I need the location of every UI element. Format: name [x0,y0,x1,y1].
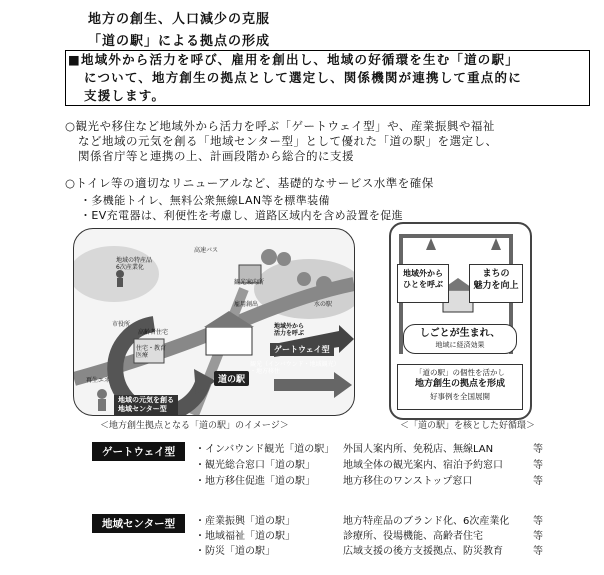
page-title: 地方の創生、人口減少の克服 [88,12,271,27]
gateway-row-2-name: ・観光総合窓口「道の駅」 [195,460,315,471]
node-town-appeal: まちの 魅力を向上 [469,264,523,303]
left-caption: ＜地方創生拠点となる「道の駅」のイメージ＞ [100,421,289,431]
label-water-station: 水の駅 [314,301,333,308]
node-jobs-sub: 地域に経済効果 [435,341,485,349]
label-eki: 道の駅 [214,371,249,386]
page-subtitle: 「道の駅」による拠点の形成 [88,34,271,49]
gateway-row-3-desc: 地方移住のワンストップ窓口 [343,476,473,487]
outcome-line-3: 好事例を全国展開 [430,392,490,401]
label-city-center: 市役所 [112,321,131,328]
outcome-line-2: 地方創生の拠点を形成 [414,379,505,389]
center-row-3-name: ・防災「道の駅」 [195,546,275,557]
summary-line-1: ■地域外から活力を呼び、雇用を創出し、地域の好循環を生む「道の駅」 [68,52,519,67]
gateway-row-1-desc: 外国人案内所、免税店、無線LAN [343,444,494,455]
paragraph-1-line-1: ○観光や移住など地域外から活力を呼ぶ「ゲートウェイ型」や、産業振興や福祉 [65,119,495,133]
label-products: 地域の特産品 6次産業化 [116,257,153,271]
paragraph-1-line-2: など地域の元気を創る「地域センター型」として優れた「道の駅」を選定し、 [78,134,498,148]
summary-line-2: について、地方創生の拠点として選定し、関係機関が連携して重点的に [84,70,522,85]
label-gateway: ゲートウェイ型 [270,343,334,356]
label-station-services: 住宅・教育 医療 [136,345,167,359]
center-row-2-name: ・地域福祉「道の駅」 [195,531,295,542]
left-diagram [73,228,355,416]
outcome-box [397,364,523,410]
gateway-row-2-desc: 地域全体の観光案内、宿泊予約窓口 [343,460,503,471]
label-genki: 地域の元気を創る [118,396,174,404]
gateway-row-1-etc: 等 [533,444,543,455]
paragraph-2: ○トイレ等の適切なリニューアルなど、基礎的なサービス水準を確保 [65,176,434,190]
center-row-3-etc: 等 [533,546,543,557]
label-jobs: 雇用創出 [234,301,259,308]
center-type-box [114,395,178,415]
paragraph-1-line-3: 関係省庁等と連携の上、計画段階から総合的に支援 [78,149,354,163]
node-jobs-main: しごとが生まれ、 [419,328,501,339]
node-attract-people: 地域外から ひとを呼ぶ [397,264,449,303]
label-express-bus: 高速バス [194,247,219,254]
node-jobs [403,324,517,354]
type-label-center: 地域センター型 [92,514,185,533]
center-row-1-etc: 等 [533,516,543,527]
label-energy: 再生エネ [86,377,111,384]
center-row-1-name: ・産業振興「道の駅」 [195,516,295,527]
center-row-3-desc: 広域支援の後方支援拠点、防災教育 [343,546,503,557]
label-outside: 地域外から 活力を呼ぶ [274,323,305,337]
gateway-row-3-etc: 等 [533,476,543,487]
outcome-line-1: 「道の駅」の個性を活かし [415,368,505,377]
center-row-2-etc: 等 [533,531,543,542]
type-label-gateway: ゲートウェイ型 [92,442,185,461]
gateway-row-2-etc: 等 [533,460,543,471]
label-inbound: 観光（インバウンド・地域観光） ・地方移住 [250,361,340,375]
label-tourism: 観光案内所 [234,279,265,286]
bullet-1: ・多機能トイレ、無料公衆無線LAN等を標準装備 [80,194,330,207]
label-center: 地域センター型 [118,405,167,413]
gateway-row-1-name: ・インバウンド観光「道の駅」 [195,444,335,455]
right-caption: ＜「道の駅」を核とした好循環＞ [400,421,536,431]
right-diagram [389,222,532,420]
summary-line-3: 支援します。 [84,88,166,103]
label-housing: 高齢者住宅 [138,329,169,336]
center-row-2-desc: 診療所、役場機能、高齢者住宅 [343,531,483,542]
bullet-2: ・EV充電器は、利便性を考慮し、道路区域内を含め設置を促進 [80,209,404,222]
summary-box [65,50,590,106]
center-row-1-desc: 地方特産品のブランド化、6次産業化 [343,516,510,527]
gateway-row-3-name: ・地方移住促進「道の駅」 [195,476,315,487]
